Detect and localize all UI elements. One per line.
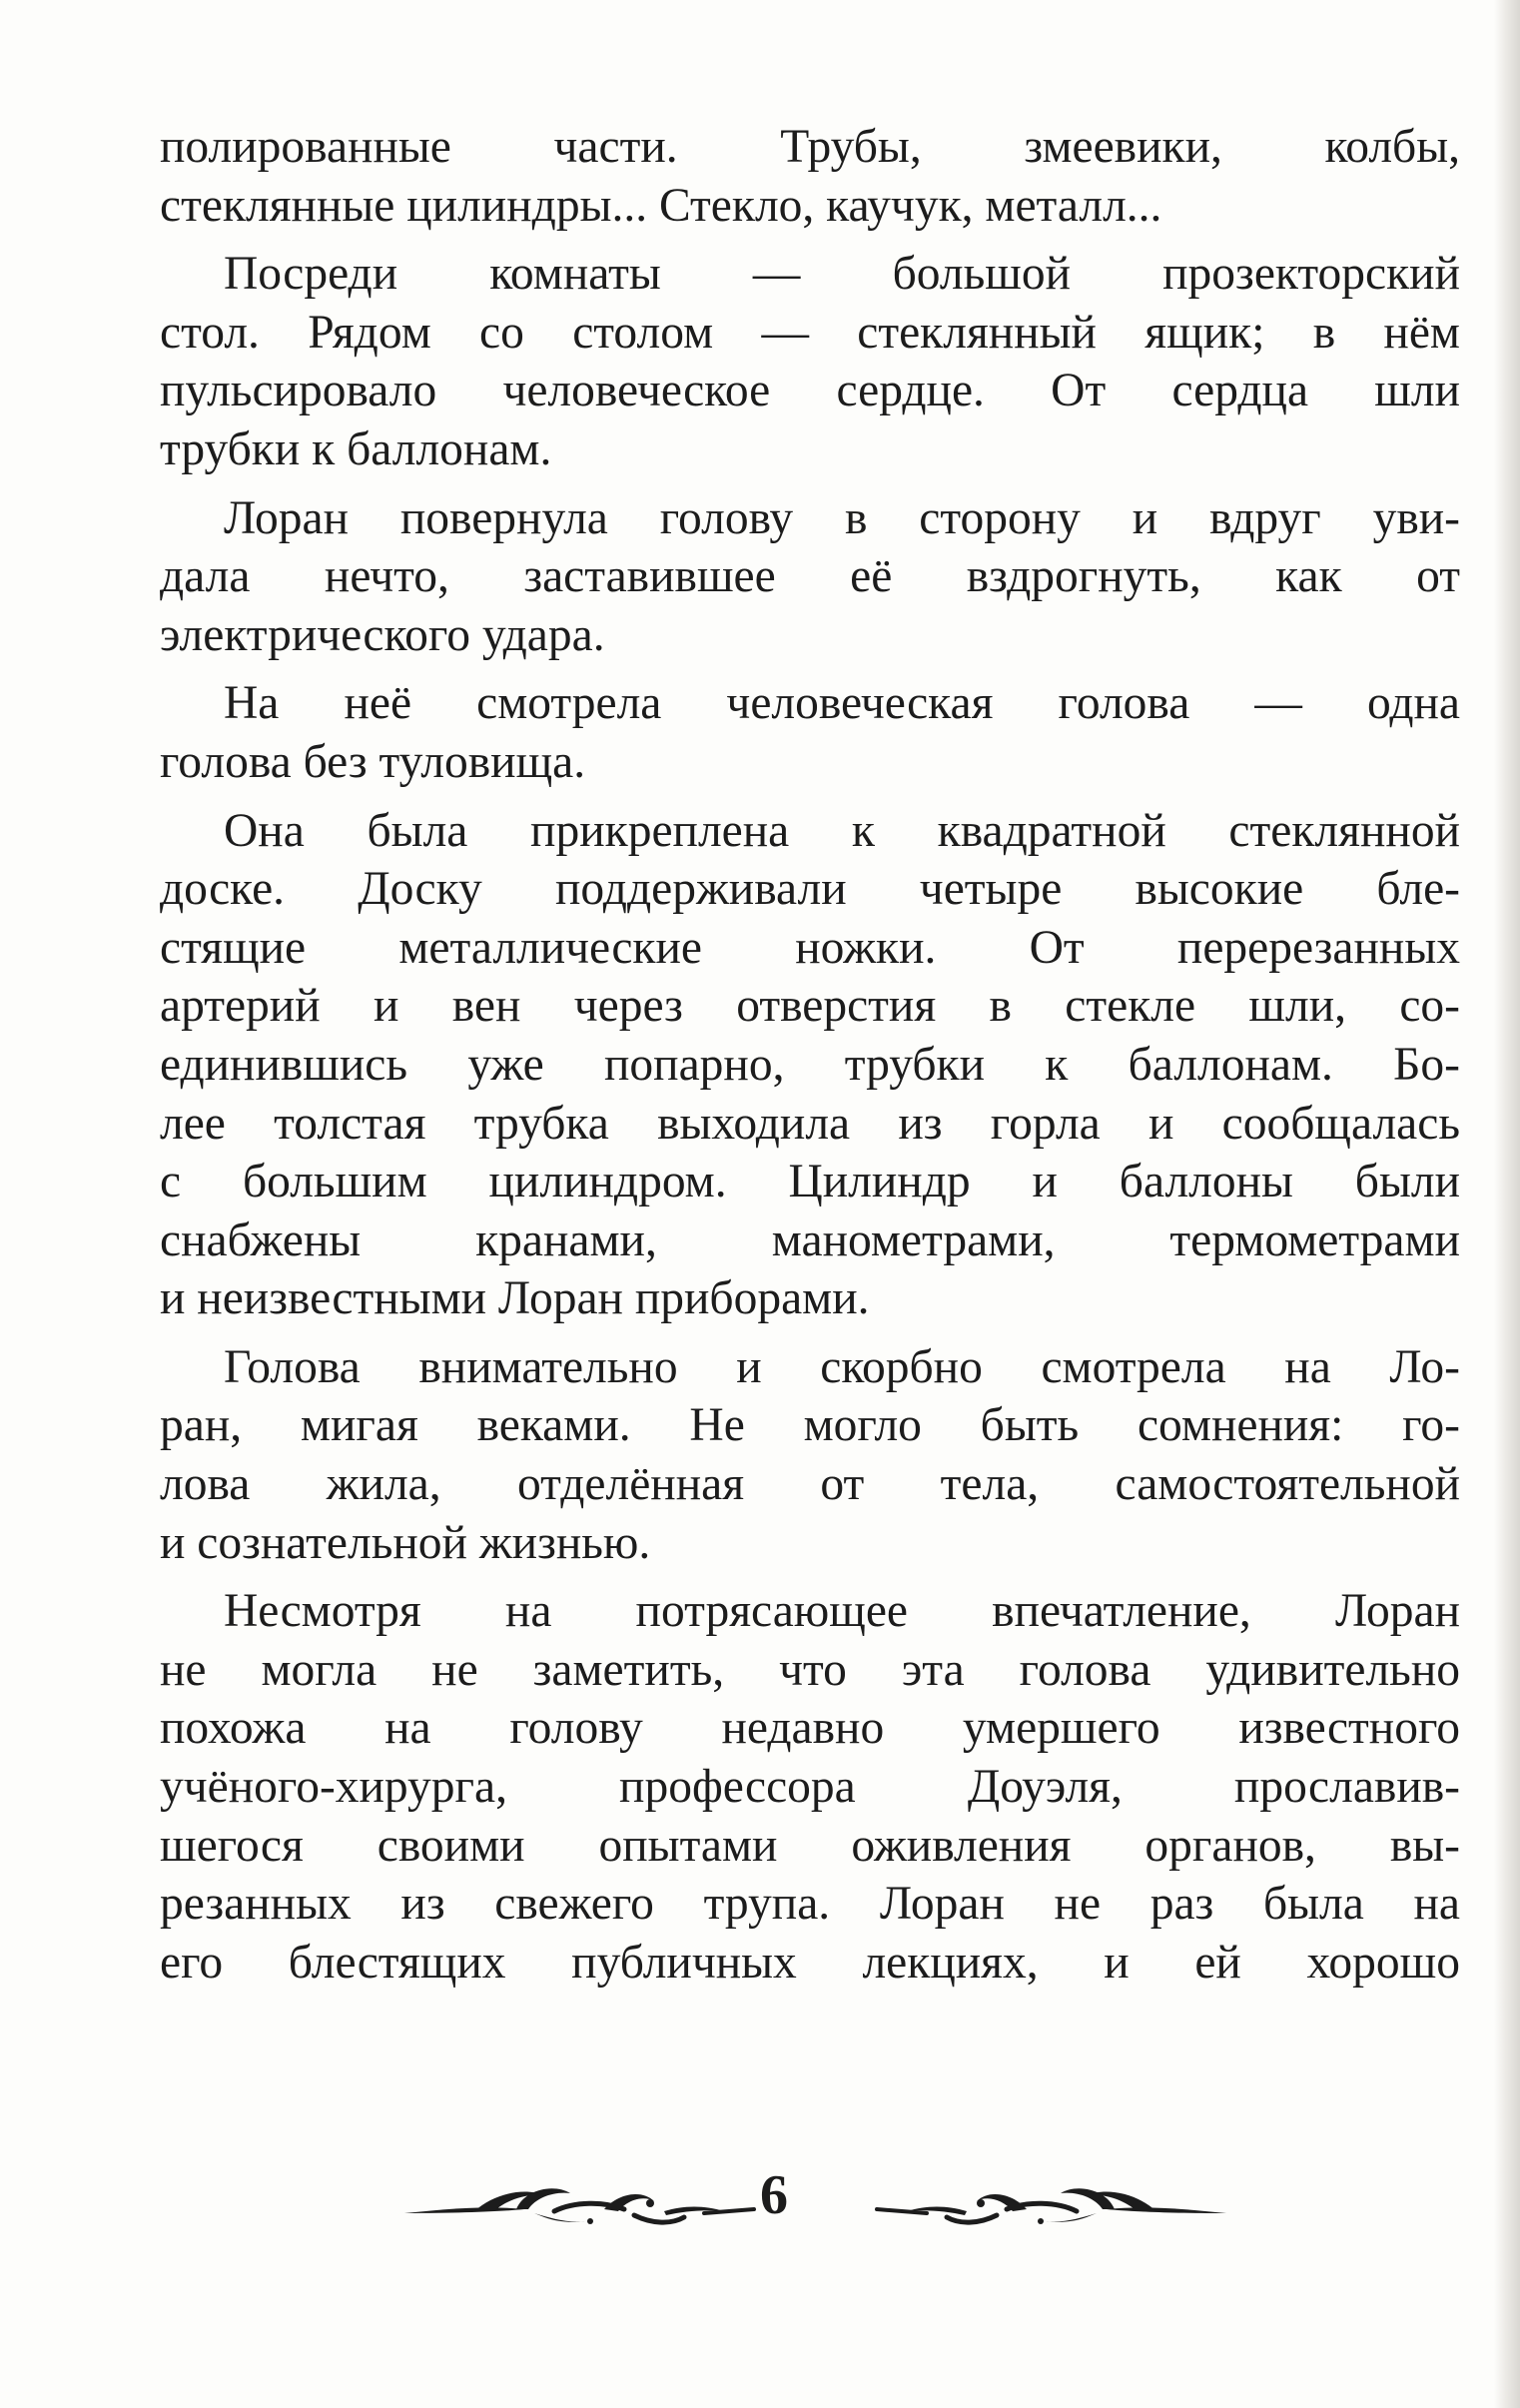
text-line: и сознательной жизнью. <box>160 1516 651 1569</box>
text-line: дала нечто, заставившее её вздрогнуть, как от <box>160 550 1460 603</box>
text-line: Она была прикреплена к квадратной стеклянной <box>224 804 1460 857</box>
text-line: доске. Доску поддерживали четыре высокие бле- <box>160 863 1460 916</box>
flourish-ornament-left-icon <box>404 2179 764 2235</box>
paragraph <box>160 802 1460 1328</box>
text-line: учёного-хирурга, профессора Доуэля, прославив- <box>160 1761 1460 1814</box>
page-footer <box>0 2157 1520 2247</box>
text-line: лее толстая трубка выходила из горла и сообщалась <box>160 1097 1460 1150</box>
text-line: Голова внимательно и скорбно смотрела на Ло- <box>224 1340 1460 1393</box>
text-line: снабжены кранами, манометрами, термометрами <box>160 1213 1460 1266</box>
text-line: шегося своими опытами оживления органов, вы- <box>160 1819 1460 1872</box>
flourish-ornament-right-icon <box>867 2179 1226 2235</box>
text-line: Лоран повернула голову в сторону и вдруг уви- <box>224 491 1460 544</box>
text-line: лова жила, отделённая от тела, самостоятельной <box>160 1458 1460 1511</box>
text-line: пульсировало человеческое сердце. От сердца шли <box>160 365 1460 417</box>
text-line: полированные части. Трубы, змеевики, колбы, <box>160 121 1460 173</box>
text-line: стол. Рядом со столом — стеклянный ящик; в нём <box>160 306 1460 359</box>
text-line: голова без туловища. <box>160 735 586 788</box>
paragraph <box>160 1338 1460 1572</box>
page-number: 6 <box>760 2164 788 2226</box>
text-line: и неизвестными Лоран приборами. <box>160 1272 870 1325</box>
text-line: Посреди комнаты — большой прозекторский <box>224 248 1460 301</box>
paragraph <box>160 674 1460 791</box>
text-line: его блестящих публичных лекциях, и ей хорошо <box>160 1936 1460 1989</box>
paragraph <box>160 245 1460 478</box>
paragraph <box>160 118 1460 235</box>
text-line: похожа на голову недавно умершего известного <box>160 1702 1460 1755</box>
body-text <box>160 118 1460 1992</box>
text-line: стящие металлические ножки. От перерезанных <box>160 921 1460 974</box>
text-line: электрического удара. <box>160 608 605 661</box>
page-edge-shadow <box>1494 0 1520 2408</box>
text-line: единившись уже попарно, трубки к баллонам. Бо- <box>160 1038 1460 1091</box>
text-line: трубки к баллонам. <box>160 422 552 475</box>
text-line: не могла не заметить, что эта голова удивительно <box>160 1643 1460 1696</box>
text-line: артерий и вен через отверстия в стекле шли, со- <box>160 980 1460 1033</box>
text-line: На неё смотрела человеческая голова — одна <box>224 677 1460 730</box>
text-line: ран, мигая веками. Не могло быть сомнения: го- <box>160 1399 1460 1452</box>
paragraph <box>160 489 1460 665</box>
text-line: резанных из свежего трупа. Лоран не раз была на <box>160 1878 1460 1931</box>
text-line: Несмотря на потрясающее впечатление, Лоран <box>224 1585 1460 1638</box>
paragraph <box>160 1582 1460 1992</box>
text-line: с большим цилиндром. Цилиндр и баллоны были <box>160 1156 1460 1208</box>
text-line: стеклянные цилиндры... Стекло, каучук, металл... <box>160 179 1162 232</box>
